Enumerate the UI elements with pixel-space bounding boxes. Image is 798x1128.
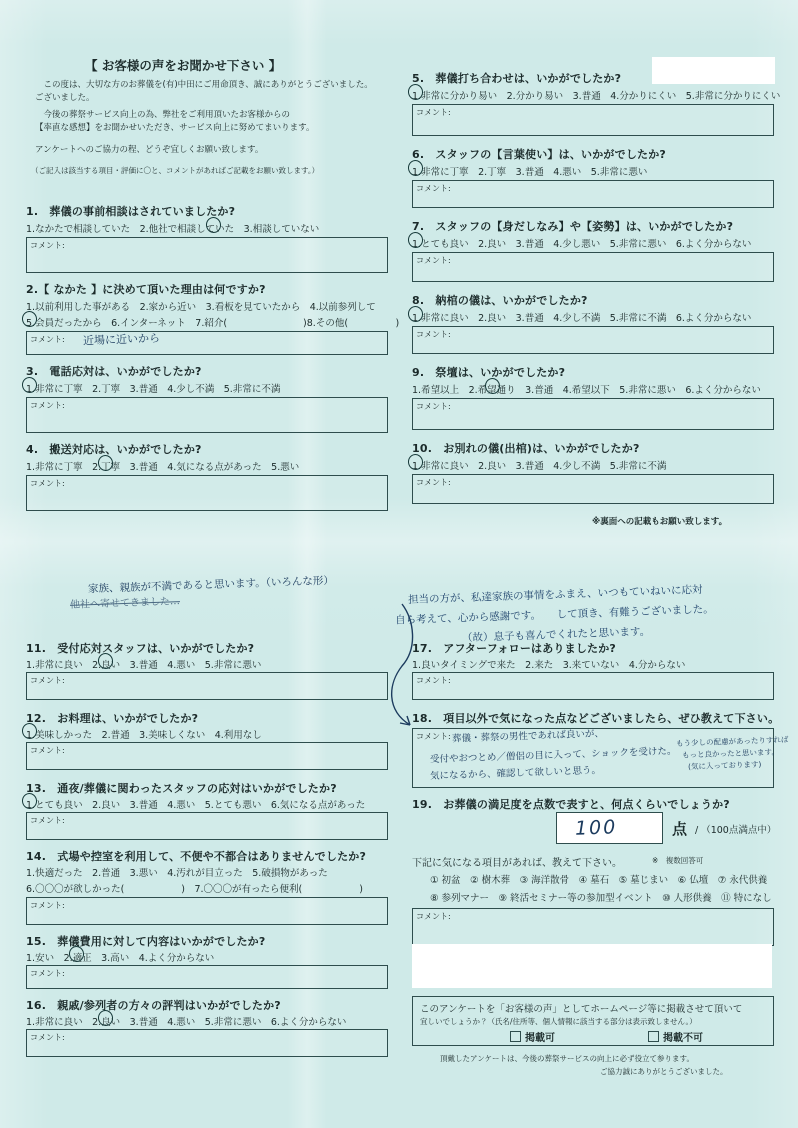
q13-title: 13. 通夜/葬儀に関わったスタッフの応対はいかがでしたか? bbox=[26, 782, 337, 795]
consent-no-checkbox[interactable] bbox=[648, 1031, 659, 1042]
middle-handwriting-left-1: 家族、親族が不満であると思います。（いろんな形） bbox=[87, 574, 335, 596]
q10-comment-box[interactable] bbox=[412, 474, 774, 504]
q3-comment-label: コメント: bbox=[30, 401, 65, 410]
middle-handwriting-left-2: 他社へ寄せてきました… bbox=[69, 596, 181, 611]
intro-line-1: この度は、大切な方のお葬儀を(有)中田にご用命頂き、誠にありがとうございました。 bbox=[35, 80, 373, 90]
q12-title: 12. お料理は、いかがでしたか? bbox=[26, 712, 199, 725]
q12-comment-box[interactable] bbox=[26, 742, 388, 770]
q2-options-line1: 1.以前利用した事がある 2.家から近い 3.看板を見ていたから 4.以前参列して bbox=[26, 302, 376, 313]
q7-comment-box[interactable] bbox=[412, 252, 774, 282]
page-title: 【 お客様の声をお聞かせ下さい 】 bbox=[85, 58, 282, 73]
q18-title: 18. 項目以外で気になった点などございましたら、ぜひ教えて下さい。 bbox=[412, 712, 780, 725]
q8-comment-label: コメント: bbox=[416, 330, 451, 339]
middle-handwriting-right-1: 担当の方が、私達家族の事情をふまえ、いつもていねいに応対 bbox=[407, 583, 703, 607]
intro-line-2: 今後の葬祭サービス向上の為、弊社をご利用頂いたお客様からの bbox=[35, 110, 291, 120]
consent-yes-option[interactable] bbox=[510, 1029, 555, 1044]
q10-comment-label: コメント: bbox=[416, 478, 451, 487]
q3-title: 3. 電話応対は、いかがでしたか? bbox=[26, 365, 202, 378]
q17-comment-label: コメント: bbox=[416, 676, 451, 685]
q19-title: 19. お葬儀の満足度を点数で表すと、何点くらいでしょうか? bbox=[412, 798, 730, 811]
interest-items-line1: ① 初盆 ② 樹木葬 ③ 海洋散骨 ④ 墓石 ⑤ 墓じまい ⑥ 仏壇 ⑦ 永代供養 bbox=[430, 875, 768, 886]
intro-line-3: アンケートへのご協力の程、どうぞ宜しくお願い致します。 bbox=[35, 145, 264, 155]
q4-title: 4. 搬送対応は、いかがでしたか? bbox=[26, 443, 202, 456]
consent-no-option[interactable] bbox=[648, 1029, 703, 1044]
interest-lead: 下記に気になる項目があれば、教えて下さい。 bbox=[412, 858, 622, 869]
q16-options: 1.非常に良い 2.良い 3.普通 4.悪い 5.非常に悪い 6.よく分からない bbox=[26, 1017, 347, 1028]
q18-handwriting-side-2: もっと良かったと思います。 bbox=[681, 747, 780, 760]
q11-options: 1.非常に良い 2.良い 3.普通 4.悪い 5.非常に悪い bbox=[26, 660, 262, 671]
q15-title: 15. 葬儀費用に対して内容はいかがでしたか? bbox=[26, 935, 266, 948]
q14-options-line2: 6.〇〇〇が欲しかった( ) 7.〇〇〇が有ったら便利( ) bbox=[26, 884, 363, 895]
q18-comment-label: コメント: bbox=[416, 732, 451, 741]
q1-options: 1.なかたで相談していた 2.他社で相談していた 3.相談していない bbox=[26, 224, 320, 235]
q6-comment-box[interactable] bbox=[412, 180, 774, 208]
q15-options: 1.安い 2.適正 3.高い 4.よく分からない bbox=[26, 953, 215, 964]
q9-title: 9. 祭壇は、いかがでしたか? bbox=[412, 366, 566, 379]
redacted-area-bottom bbox=[412, 944, 772, 988]
q7-options: 1.とても良い 2.良い 3.普通 4.少し悪い 5.非常に悪い 6.よく分からない bbox=[412, 239, 752, 250]
q16-title: 16. 親戚/参列者の方々の評判はいかがでしたか? bbox=[26, 999, 281, 1012]
q16-comment-box[interactable] bbox=[26, 1029, 388, 1057]
q6-options: 1.非常に丁寧 2.丁寧 3.普通 4.悪い 5.非常に悪い bbox=[412, 167, 648, 178]
q18-handwriting-side-3: (気に入っております) bbox=[687, 759, 762, 772]
interest-comment-label: コメント: bbox=[416, 912, 451, 921]
q18-handwriting-1: 葬儀・葬祭の男性であれば良いが、 bbox=[451, 728, 605, 745]
q2-handwriting: 近場に近いから bbox=[82, 331, 161, 348]
blank-redacted-area-top bbox=[652, 57, 775, 84]
q17-comment-box[interactable] bbox=[412, 672, 774, 700]
q12-comment-label: コメント: bbox=[30, 746, 65, 755]
footer-line-2: ご協力誠にありがとうございました。 bbox=[600, 1067, 728, 1076]
q8-title: 8. 納棺の儀は、いかがでしたか? bbox=[412, 294, 588, 307]
intro-line-1b: ございました。 bbox=[35, 93, 95, 103]
consent-yes-checkbox[interactable] bbox=[510, 1031, 521, 1042]
q10-options: 1.非常に良い 2.良い 3.普通 4.少し不満 5.非常に不満 bbox=[412, 461, 667, 472]
q11-comment-label: コメント: bbox=[30, 676, 65, 685]
q1-comment-label: コメント: bbox=[30, 241, 65, 250]
q11-title: 11. 受付応対スタッフは、いかがでしたか? bbox=[26, 642, 255, 655]
back-side-note: ※裏面への記載もお願い致します。 bbox=[592, 517, 728, 527]
q14-comment-label: コメント: bbox=[30, 901, 65, 910]
q5-title: 5. 葬儀打ち合わせは、いかがでしたか? bbox=[412, 72, 622, 85]
q5-options: 1.非常に分かり易い 2.分かり易い 3.普通 4.分かりにくい 5.非常に分かりにくい bbox=[412, 91, 781, 102]
q13-comment-label: コメント: bbox=[30, 816, 65, 825]
middle-handwriting-right-3: （故）息子も喜んでくれたと思います。 bbox=[461, 625, 651, 645]
q13-options: 1.とても良い 2.良い 3.普通 4.悪い 5.とても悪い 6.気になる点があった bbox=[26, 800, 366, 811]
q19-score-value: 100 bbox=[574, 816, 618, 840]
q4-comment-box[interactable] bbox=[26, 475, 388, 511]
q19-score-unit: 点 bbox=[672, 820, 688, 838]
q16-comment-label: コメント: bbox=[30, 1033, 65, 1042]
q3-comment-box[interactable] bbox=[26, 397, 388, 433]
q14-comment-box[interactable] bbox=[26, 897, 388, 925]
q5-comment-box[interactable] bbox=[412, 104, 774, 136]
q3-options: 1.非常に丁寧 2.丁寧 3.普通 4.少し不満 5.非常に不満 bbox=[26, 384, 281, 395]
q8-comment-box[interactable] bbox=[412, 326, 774, 354]
interest-comment-box[interactable] bbox=[412, 908, 774, 946]
q5-comment-label: コメント: bbox=[416, 108, 451, 117]
q15-comment-box[interactable] bbox=[26, 965, 388, 989]
interest-items-line2: ⑧ 参列マナー ⑨ 終活セミナー等の参加型イベント ⑩ 人形供養 ⑪ 特になし bbox=[430, 893, 772, 904]
q17-title: 17. アフターフォローはありましたか? bbox=[412, 642, 616, 655]
q9-comment-label: コメント: bbox=[416, 402, 451, 411]
q2-comment-label: コメント: bbox=[30, 335, 65, 344]
q4-options: 1.非常に丁寧 2.丁寧 3.普通 4.気になる点があった 5.悪い bbox=[26, 462, 300, 473]
q1-comment-box[interactable] bbox=[26, 237, 388, 273]
q7-title: 7. スタッフの【身だしなみ】や【姿勢】は、いかがでしたか? bbox=[412, 220, 734, 233]
q14-title: 14. 式場や控室を利用して、不便や不都合はありませんでしたか? bbox=[26, 850, 367, 863]
q6-title: 6. スタッフの【言葉使い】は、いかがでしたか? bbox=[412, 148, 667, 161]
q18-handwriting-side-1: もう少しの配慮があったりすれば bbox=[675, 735, 789, 748]
interest-multi-note: ※ 複数回答可 bbox=[652, 856, 704, 865]
intro-line-2b: 【率直な感想】をお聞かせいただき、サービス向上に努めてまいります。 bbox=[35, 123, 315, 133]
q8-options: 1.非常に良い 2.良い 3.普通 4.少し不満 5.非常に不満 6.よく分からない bbox=[412, 313, 752, 324]
q17-options: 1.良いタイミングで来た 2.来た 3.来ていない 4.分からない bbox=[412, 660, 686, 671]
q7-comment-label: コメント: bbox=[416, 256, 451, 265]
q4-comment-label: コメント: bbox=[30, 479, 65, 488]
q2-title: 2.【 なかた 】に決めて頂いた理由は何ですか? bbox=[26, 283, 266, 296]
q18-handwriting-3: 気になるから、確認して欲しいと思う。 bbox=[429, 765, 602, 782]
consent-line-1: このアンケートを「お客様の声」としてホームページ等に掲載させて頂いて bbox=[420, 1004, 743, 1015]
q18-handwriting-2: 受付やおつとめ／僧侶の目に入って、ショックを受けた。 bbox=[429, 745, 677, 766]
intro-line-4: （ご記入は該当する項目・評価に〇と、コメントがあればご記載をお願い致します。） bbox=[31, 166, 320, 175]
q13-comment-box[interactable] bbox=[26, 812, 388, 840]
q6-comment-label: コメント: bbox=[416, 184, 451, 193]
q11-comment-box[interactable] bbox=[26, 672, 388, 700]
q9-options: 1.希望以上 2.希望通り 3.普通 4.希望以下 5.非常に悪い 6.よく分からない bbox=[412, 385, 761, 396]
q1-title: 1. 葬儀の事前相談はされていましたか? bbox=[26, 205, 236, 218]
middle-handwriting-right-2: 自ら考えて、心から感謝です。 して頂き、有難うございました。 bbox=[394, 603, 714, 627]
q10-title: 10. お別れの儀(出棺)は、いかがでしたか? bbox=[412, 442, 640, 455]
q12-options: 1.美味しかった 2.普通 3.美味しくない 4.利用なし bbox=[26, 730, 262, 741]
q2-options-line2: 5.会員だったから 6.インターネット 7.紹介( )8.その他( ) bbox=[26, 318, 400, 329]
consent-line-2: 宜しいでしょうか？（氏名/住所等、個人情報に該当する部分は表示致しません。） bbox=[420, 1017, 697, 1026]
q19-score-suffix: / （100点満点中） bbox=[695, 825, 777, 836]
q14-options-line1: 1.快適だった 2.普通 3.悪い 4.汚れが目立った 5.破損物があった bbox=[26, 868, 328, 879]
consent-yes-label: 掲載可 bbox=[525, 1033, 555, 1044]
consent-no-label: 掲載不可 bbox=[663, 1033, 703, 1044]
footer-line-1: 頂戴したアンケートは、今後の葬祭サービスの向上に必ず役立て参ります。 bbox=[440, 1054, 694, 1063]
q2-comment-box[interactable] bbox=[26, 331, 388, 355]
q15-comment-label: コメント: bbox=[30, 969, 65, 978]
q9-comment-box[interactable] bbox=[412, 398, 774, 430]
